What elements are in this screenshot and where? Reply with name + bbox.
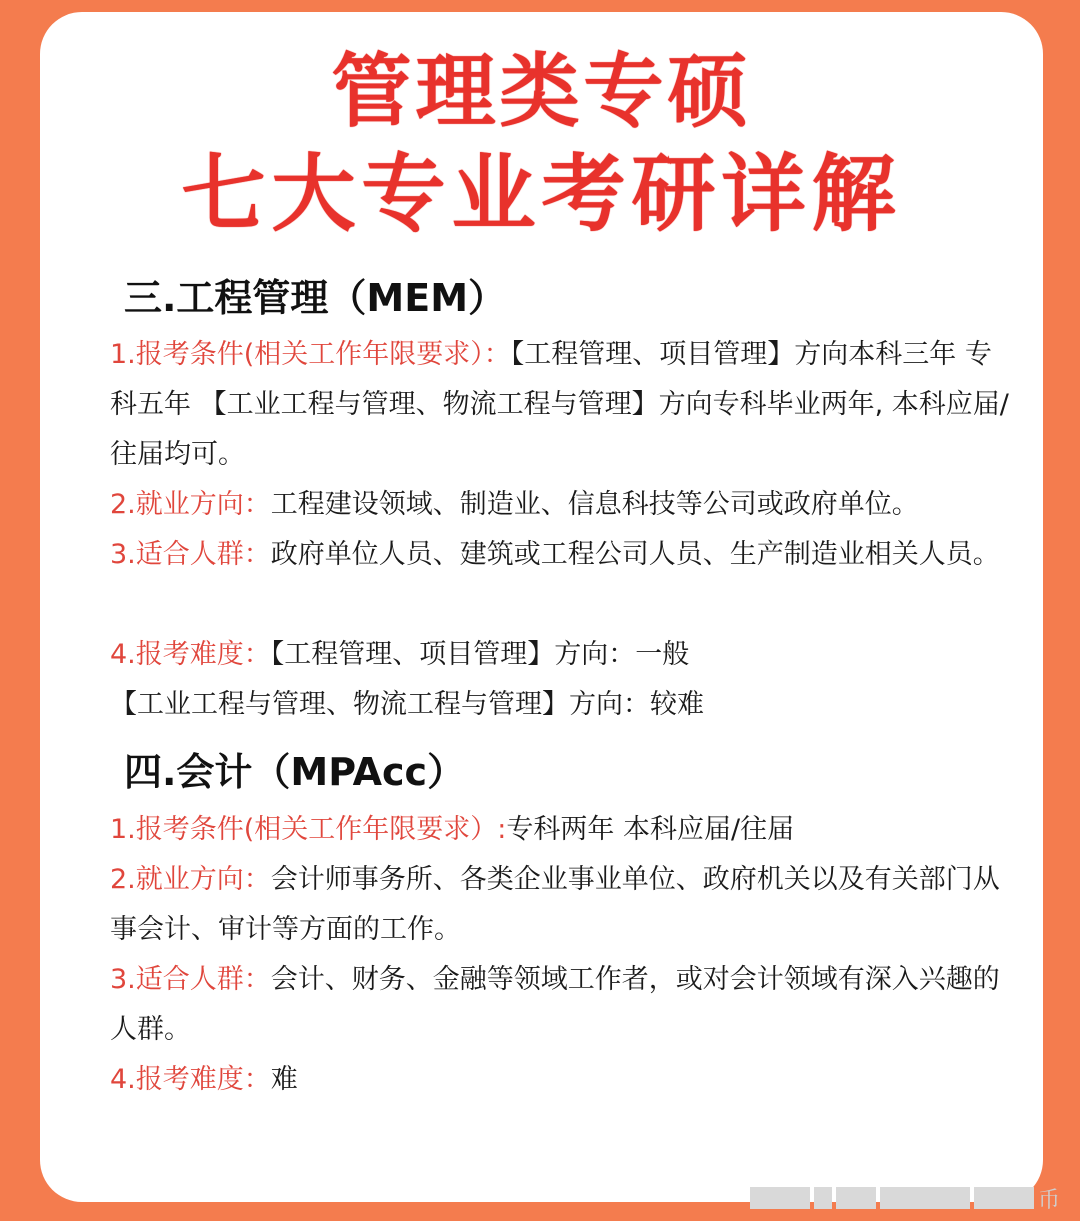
item-text: 会计、财务、金融等领域工作者，或对会计领域有深入兴趣的人群。: [110, 964, 1000, 1045]
item-label: 3.适合人群：: [110, 964, 271, 995]
item-label: 2.就业方向：: [110, 489, 271, 520]
watermark-bar: [750, 1187, 810, 1209]
mpacc-item-employment: [110, 855, 1010, 955]
item-label: 4.报考难度：: [110, 639, 271, 670]
item-label: 2.就业方向：: [110, 864, 271, 895]
section-heading-mem: 三.工程管理（MEM）: [124, 276, 507, 320]
title-line-2: 七大专业考研详解: [181, 145, 902, 243]
mpacc-item-audience: [110, 955, 1010, 1055]
mpacc-item-difficulty: [110, 1055, 1010, 1105]
watermark-bar: [880, 1187, 970, 1209]
mem-item-employment: [110, 480, 1010, 530]
item-text: 【工业工程与管理、物流工程与管理】方向：较难: [110, 689, 704, 720]
watermark-text: 币: [1037, 1187, 1060, 1213]
watermark-bar: [836, 1187, 876, 1209]
content-card: [40, 12, 1043, 1202]
item-text: 工程建设领域、制造业、信息科技等公司或政府单位。: [270, 489, 919, 520]
item-label: 1.报考条件(相关工作年限要求）:: [110, 814, 507, 845]
item-text: 【工程管理、项目管理】方向本科三年 专科五年 【工业工程与管理、物流工程与管理】方向专科毕业两年, 本科应届/往届均可。: [110, 339, 1009, 470]
mpacc-item-conditions: [110, 805, 1010, 855]
title-line-1: 管理类专硕: [331, 45, 752, 138]
item-text: 政府单位人员、建筑或工程公司人员、生产制造业相关人员。: [270, 539, 1000, 570]
mem-item-difficulty-2: [110, 680, 1010, 730]
watermark-bar: [974, 1187, 1034, 1209]
mem-item-difficulty: [110, 630, 1010, 680]
item-text: 专科两年 本科应届/往届: [506, 814, 795, 845]
item-label: 1.报考条件(相关工作年限要求）：: [110, 339, 511, 370]
item-label: 4.报考难度：: [110, 1064, 271, 1095]
item-text: 会计师事务所、各类企业事业单位、政府机关以及有关部门从事会计、审计等方面的工作。: [110, 864, 1000, 945]
watermark: [750, 1185, 1060, 1211]
watermark-bar: [814, 1187, 832, 1209]
item-text: 难: [270, 1064, 298, 1095]
mem-item-audience: [110, 530, 1010, 580]
item-label: 3.适合人群：: [110, 539, 271, 570]
section-heading-mpacc: 四.会计（MPAcc）: [124, 750, 466, 794]
mem-item-conditions: [110, 330, 1010, 480]
item-text: 【工程管理、项目管理】方向：一般: [270, 639, 690, 670]
